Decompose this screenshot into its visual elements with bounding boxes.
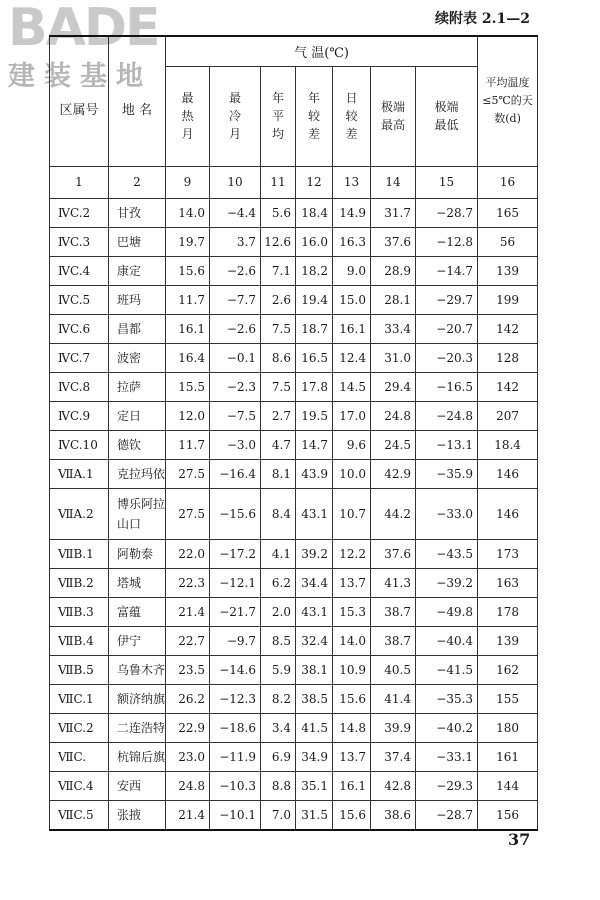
annual-average-cell: 8.2 xyxy=(261,684,296,713)
table-row xyxy=(50,430,538,459)
annual-range-cell: 43.9 xyxy=(296,459,333,488)
annual-average-cell: 4.7 xyxy=(261,430,296,459)
daily-range-cell: 9.0 xyxy=(333,256,371,285)
annual-range-cell: 19.4 xyxy=(296,285,333,314)
annual-average-cell: 8.5 xyxy=(261,626,296,655)
annual-range-cell: 43.1 xyxy=(296,488,333,539)
column-number: 15 xyxy=(416,166,478,198)
region-cell: ⅣC.7 xyxy=(50,343,109,372)
place-cell: 额济纳旗 xyxy=(109,684,166,713)
days-cell: 18.4 xyxy=(478,430,538,459)
coldest-month-cell: −14.6 xyxy=(210,655,261,684)
place-cell: 博乐阿拉山口 xyxy=(109,488,166,539)
region-cell: ⅦA.2 xyxy=(50,488,109,539)
coldest-month-cell: 3.7 xyxy=(210,227,261,256)
days-cell: 144 xyxy=(478,771,538,800)
header-days-text: 平均温度≤5℃的天数(d) xyxy=(482,76,533,126)
header-hottest-month: 最热月 xyxy=(166,66,210,166)
coldest-month-cell: −15.6 xyxy=(210,488,261,539)
extreme-min-cell: −33.0 xyxy=(416,488,478,539)
hottest-month-cell: 15.6 xyxy=(166,256,210,285)
place-cell: 班玛 xyxy=(109,285,166,314)
extreme-max-cell: 37.6 xyxy=(371,539,416,568)
hottest-month-cell: 22.3 xyxy=(166,568,210,597)
extreme-min-cell: −40.2 xyxy=(416,713,478,742)
watermark-logo-subtext: 建装基地 xyxy=(8,61,152,92)
region-cell: ⅣC.3 xyxy=(50,227,109,256)
annual-average-cell: 12.6 xyxy=(261,227,296,256)
days-cell: 161 xyxy=(478,742,538,771)
extreme-max-cell: 28.1 xyxy=(371,285,416,314)
coldest-month-cell: −7.5 xyxy=(210,401,261,430)
region-cell: ⅦC. xyxy=(50,742,109,771)
header-coldest-month: 最冷月 xyxy=(210,66,261,166)
extreme-max-cell: 41.3 xyxy=(371,568,416,597)
table-row xyxy=(50,459,538,488)
hottest-month-cell: 16.1 xyxy=(166,314,210,343)
table-row xyxy=(50,684,538,713)
daily-range-cell: 13.7 xyxy=(333,742,371,771)
table-row xyxy=(50,713,538,742)
hottest-month-cell: 22.7 xyxy=(166,626,210,655)
hottest-month-cell: 27.5 xyxy=(166,488,210,539)
daily-range-cell: 14.0 xyxy=(333,626,371,655)
extreme-min-cell: −13.1 xyxy=(416,430,478,459)
place-cell: 乌鲁木齐 xyxy=(109,655,166,684)
days-cell: 142 xyxy=(478,372,538,401)
table-row xyxy=(50,372,538,401)
extreme-max-cell: 44.2 xyxy=(371,488,416,539)
header-region: 区属号 xyxy=(50,36,109,166)
region-cell: ⅦB.3 xyxy=(50,597,109,626)
days-cell: 156 xyxy=(478,800,538,830)
coldest-month-cell: −3.0 xyxy=(210,430,261,459)
region-cell: ⅦB.5 xyxy=(50,655,109,684)
annual-range-cell: 32.4 xyxy=(296,626,333,655)
table-row xyxy=(50,198,538,227)
hottest-month-cell: 19.7 xyxy=(166,227,210,256)
column-number: 10 xyxy=(210,166,261,198)
place-cell: 伊宁 xyxy=(109,626,166,655)
extreme-min-cell: −40.4 xyxy=(416,626,478,655)
extreme-min-cell: −12.8 xyxy=(416,227,478,256)
extreme-max-cell: 39.9 xyxy=(371,713,416,742)
extreme-min-cell: −29.7 xyxy=(416,285,478,314)
extreme-max-cell: 31.0 xyxy=(371,343,416,372)
coldest-month-cell: −12.1 xyxy=(210,568,261,597)
annual-average-cell: 2.6 xyxy=(261,285,296,314)
hottest-month-cell: 11.7 xyxy=(166,430,210,459)
annual-average-cell: 7.5 xyxy=(261,314,296,343)
table-row xyxy=(50,401,538,430)
table-row xyxy=(50,800,538,830)
watermark-logo-text: BADE xyxy=(8,0,159,58)
annual-range-cell: 18.7 xyxy=(296,314,333,343)
extreme-min-cell: −39.2 xyxy=(416,568,478,597)
coldest-month-cell: −4.4 xyxy=(210,198,261,227)
extreme-max-cell: 41.4 xyxy=(371,684,416,713)
place-cell: 塔城 xyxy=(109,568,166,597)
annual-range-cell: 14.7 xyxy=(296,430,333,459)
daily-range-cell: 14.8 xyxy=(333,713,371,742)
place-cell: 阿勒泰 xyxy=(109,539,166,568)
extreme-min-cell: −28.7 xyxy=(416,800,478,830)
hottest-month-cell: 16.4 xyxy=(166,343,210,372)
coldest-month-cell: −9.7 xyxy=(210,626,261,655)
extreme-max-cell: 28.9 xyxy=(371,256,416,285)
region-cell: ⅣC.8 xyxy=(50,372,109,401)
extreme-min-cell: −14.7 xyxy=(416,256,478,285)
hottest-month-cell: 15.5 xyxy=(166,372,210,401)
place-cell: 富蕴 xyxy=(109,597,166,626)
table-row xyxy=(50,539,538,568)
place-cell: 昌都 xyxy=(109,314,166,343)
table-caption: 续附表 2.1—2 xyxy=(435,11,530,27)
annual-range-cell: 16.5 xyxy=(296,343,333,372)
coldest-month-cell: −10.1 xyxy=(210,800,261,830)
annual-average-cell: 6.9 xyxy=(261,742,296,771)
coldest-month-cell: −18.6 xyxy=(210,713,261,742)
coldest-month-cell: −2.6 xyxy=(210,256,261,285)
days-cell: 180 xyxy=(478,713,538,742)
annual-range-cell: 19.5 xyxy=(296,401,333,430)
extreme-max-cell: 33.4 xyxy=(371,314,416,343)
region-cell: ⅦA.1 xyxy=(50,459,109,488)
annual-range-cell: 31.5 xyxy=(296,800,333,830)
region-cell: ⅦB.1 xyxy=(50,539,109,568)
header-extreme-max: 极端最高 xyxy=(371,66,416,166)
column-number: 14 xyxy=(371,166,416,198)
table-row xyxy=(50,488,538,539)
extreme-max-cell: 38.7 xyxy=(371,626,416,655)
annual-average-cell: 2.7 xyxy=(261,401,296,430)
hottest-month-cell: 11.7 xyxy=(166,285,210,314)
extreme-min-cell: −43.5 xyxy=(416,539,478,568)
annual-range-cell: 43.1 xyxy=(296,597,333,626)
days-cell: 162 xyxy=(478,655,538,684)
region-cell: ⅦC.5 xyxy=(50,800,109,830)
table-row xyxy=(50,343,538,372)
place-cell: 波密 xyxy=(109,343,166,372)
hottest-month-cell: 27.5 xyxy=(166,459,210,488)
days-cell: 139 xyxy=(478,626,538,655)
place-cell: 安西 xyxy=(109,771,166,800)
climate-table xyxy=(49,35,538,831)
hottest-month-cell: 12.0 xyxy=(166,401,210,430)
table-row xyxy=(50,227,538,256)
annual-average-cell: 6.2 xyxy=(261,568,296,597)
place-cell: 二连浩特 xyxy=(109,713,166,742)
extreme-max-cell: 24.8 xyxy=(371,401,416,430)
coldest-month-cell: −2.6 xyxy=(210,314,261,343)
annual-range-cell: 35.1 xyxy=(296,771,333,800)
place-cell: 杭锦后旗 xyxy=(109,742,166,771)
extreme-min-cell: −29.3 xyxy=(416,771,478,800)
extreme-min-cell: −49.8 xyxy=(416,597,478,626)
extreme-min-cell: −35.3 xyxy=(416,684,478,713)
coldest-month-cell: −21.7 xyxy=(210,597,261,626)
header-days xyxy=(478,36,538,166)
annual-range-cell: 34.4 xyxy=(296,568,333,597)
extreme-min-cell: −20.7 xyxy=(416,314,478,343)
coldest-month-cell: −2.3 xyxy=(210,372,261,401)
header-temperature-group: 气 温(℃) xyxy=(166,36,478,66)
days-cell: 173 xyxy=(478,539,538,568)
hottest-month-cell: 14.0 xyxy=(166,198,210,227)
annual-average-cell: 5.6 xyxy=(261,198,296,227)
hottest-month-cell: 22.9 xyxy=(166,713,210,742)
daily-range-cell: 15.6 xyxy=(333,800,371,830)
daily-range-cell: 15.6 xyxy=(333,684,371,713)
days-cell: 165 xyxy=(478,198,538,227)
region-cell: ⅣC.9 xyxy=(50,401,109,430)
region-cell: ⅣC.4 xyxy=(50,256,109,285)
column-number: 1 xyxy=(50,166,109,198)
annual-range-cell: 16.0 xyxy=(296,227,333,256)
annual-average-cell: 8.8 xyxy=(261,771,296,800)
annual-range-cell: 17.8 xyxy=(296,372,333,401)
extreme-min-cell: −33.1 xyxy=(416,742,478,771)
days-cell: 199 xyxy=(478,285,538,314)
daily-range-cell: 9.6 xyxy=(333,430,371,459)
table-row xyxy=(50,771,538,800)
header-place: 地 名 xyxy=(109,36,166,166)
extreme-min-cell: −16.5 xyxy=(416,372,478,401)
coldest-month-cell: −11.9 xyxy=(210,742,261,771)
table-row xyxy=(50,285,538,314)
column-number: 9 xyxy=(166,166,210,198)
days-cell: 139 xyxy=(478,256,538,285)
extreme-max-cell: 31.7 xyxy=(371,198,416,227)
annual-average-cell: 8.1 xyxy=(261,459,296,488)
days-cell: 178 xyxy=(478,597,538,626)
coldest-month-cell: −17.2 xyxy=(210,539,261,568)
place-cell: 甘孜 xyxy=(109,198,166,227)
extreme-min-cell: −41.5 xyxy=(416,655,478,684)
place-cell: 巴塘 xyxy=(109,227,166,256)
column-number: 12 xyxy=(296,166,333,198)
region-cell: ⅦB.4 xyxy=(50,626,109,655)
annual-average-cell: 8.4 xyxy=(261,488,296,539)
column-number: 11 xyxy=(261,166,296,198)
extreme-max-cell: 24.5 xyxy=(371,430,416,459)
extreme-max-cell: 40.5 xyxy=(371,655,416,684)
extreme-max-cell: 29.4 xyxy=(371,372,416,401)
hottest-month-cell: 22.0 xyxy=(166,539,210,568)
extreme-max-cell: 37.6 xyxy=(371,227,416,256)
days-cell: 146 xyxy=(478,459,538,488)
column-number-row xyxy=(50,166,538,198)
days-cell: 163 xyxy=(478,568,538,597)
annual-range-cell: 34.9 xyxy=(296,742,333,771)
region-cell: ⅦC.1 xyxy=(50,684,109,713)
place-cell: 克拉玛依 xyxy=(109,459,166,488)
column-number: 13 xyxy=(333,166,371,198)
table-row xyxy=(50,568,538,597)
table-row xyxy=(50,256,538,285)
place-cell: 定日 xyxy=(109,401,166,430)
table-row xyxy=(50,626,538,655)
extreme-min-cell: −24.8 xyxy=(416,401,478,430)
page-number: 37 xyxy=(508,830,531,849)
annual-range-cell: 18.4 xyxy=(296,198,333,227)
table-row xyxy=(50,597,538,626)
column-number: 2 xyxy=(109,166,166,198)
region-cell: ⅣC.10 xyxy=(50,430,109,459)
column-number: 16 xyxy=(478,166,538,198)
header-annual-range: 年较差 xyxy=(296,66,333,166)
coldest-month-cell: −0.1 xyxy=(210,343,261,372)
region-cell: ⅦC.2 xyxy=(50,713,109,742)
header-annual-average: 年平均 xyxy=(261,66,296,166)
hottest-month-cell: 21.4 xyxy=(166,800,210,830)
daily-range-cell: 15.0 xyxy=(333,285,371,314)
days-cell: 207 xyxy=(478,401,538,430)
hottest-month-cell: 23.0 xyxy=(166,742,210,771)
daily-range-cell: 10.0 xyxy=(333,459,371,488)
hottest-month-cell: 21.4 xyxy=(166,597,210,626)
region-cell: ⅣC.6 xyxy=(50,314,109,343)
daily-range-cell: 15.3 xyxy=(333,597,371,626)
extreme-max-cell: 37.4 xyxy=(371,742,416,771)
daily-range-cell: 16.3 xyxy=(333,227,371,256)
region-cell: ⅦC.4 xyxy=(50,771,109,800)
region-cell: ⅣC.5 xyxy=(50,285,109,314)
annual-average-cell: 7.5 xyxy=(261,372,296,401)
daily-range-cell: 12.4 xyxy=(333,343,371,372)
daily-range-cell: 14.5 xyxy=(333,372,371,401)
extreme-min-cell: −28.7 xyxy=(416,198,478,227)
extreme-max-cell: 42.8 xyxy=(371,771,416,800)
daily-range-cell: 10.9 xyxy=(333,655,371,684)
daily-range-cell: 10.7 xyxy=(333,488,371,539)
extreme-max-cell: 42.9 xyxy=(371,459,416,488)
extreme-max-cell: 38.6 xyxy=(371,800,416,830)
annual-average-cell: 2.0 xyxy=(261,597,296,626)
hottest-month-cell: 24.8 xyxy=(166,771,210,800)
annual-range-cell: 38.5 xyxy=(296,684,333,713)
table-row xyxy=(50,314,538,343)
annual-average-cell: 8.6 xyxy=(261,343,296,372)
annual-average-cell: 7.1 xyxy=(261,256,296,285)
daily-range-cell: 17.0 xyxy=(333,401,371,430)
place-cell: 拉萨 xyxy=(109,372,166,401)
extreme-min-cell: −35.9 xyxy=(416,459,478,488)
region-cell: ⅦB.2 xyxy=(50,568,109,597)
header-extreme-min: 极端最低 xyxy=(416,66,478,166)
days-cell: 155 xyxy=(478,684,538,713)
coldest-month-cell: −10.3 xyxy=(210,771,261,800)
days-cell: 146 xyxy=(478,488,538,539)
place-cell: 德钦 xyxy=(109,430,166,459)
annual-average-cell: 7.0 xyxy=(261,800,296,830)
daily-range-cell: 16.1 xyxy=(333,771,371,800)
annual-range-cell: 18.2 xyxy=(296,256,333,285)
annual-range-cell: 41.5 xyxy=(296,713,333,742)
header-daily-range: 日较差 xyxy=(333,66,371,166)
days-cell: 56 xyxy=(478,227,538,256)
place-cell: 张掖 xyxy=(109,800,166,830)
annual-average-cell: 4.1 xyxy=(261,539,296,568)
coldest-month-cell: −12.3 xyxy=(210,684,261,713)
days-cell: 142 xyxy=(478,314,538,343)
annual-average-cell: 3.4 xyxy=(261,713,296,742)
hottest-month-cell: 23.5 xyxy=(166,655,210,684)
days-cell: 128 xyxy=(478,343,538,372)
annual-range-cell: 38.1 xyxy=(296,655,333,684)
annual-average-cell: 5.9 xyxy=(261,655,296,684)
coldest-month-cell: −16.4 xyxy=(210,459,261,488)
table-row xyxy=(50,742,538,771)
annual-range-cell: 39.2 xyxy=(296,539,333,568)
hottest-month-cell: 26.2 xyxy=(166,684,210,713)
table-row xyxy=(50,655,538,684)
daily-range-cell: 13.7 xyxy=(333,568,371,597)
place-cell: 康定 xyxy=(109,256,166,285)
daily-range-cell: 12.2 xyxy=(333,539,371,568)
coldest-month-cell: −7.7 xyxy=(210,285,261,314)
extreme-max-cell: 38.7 xyxy=(371,597,416,626)
daily-range-cell: 16.1 xyxy=(333,314,371,343)
region-cell: ⅣC.2 xyxy=(50,198,109,227)
extreme-min-cell: −20.3 xyxy=(416,343,478,372)
daily-range-cell: 14.9 xyxy=(333,198,371,227)
